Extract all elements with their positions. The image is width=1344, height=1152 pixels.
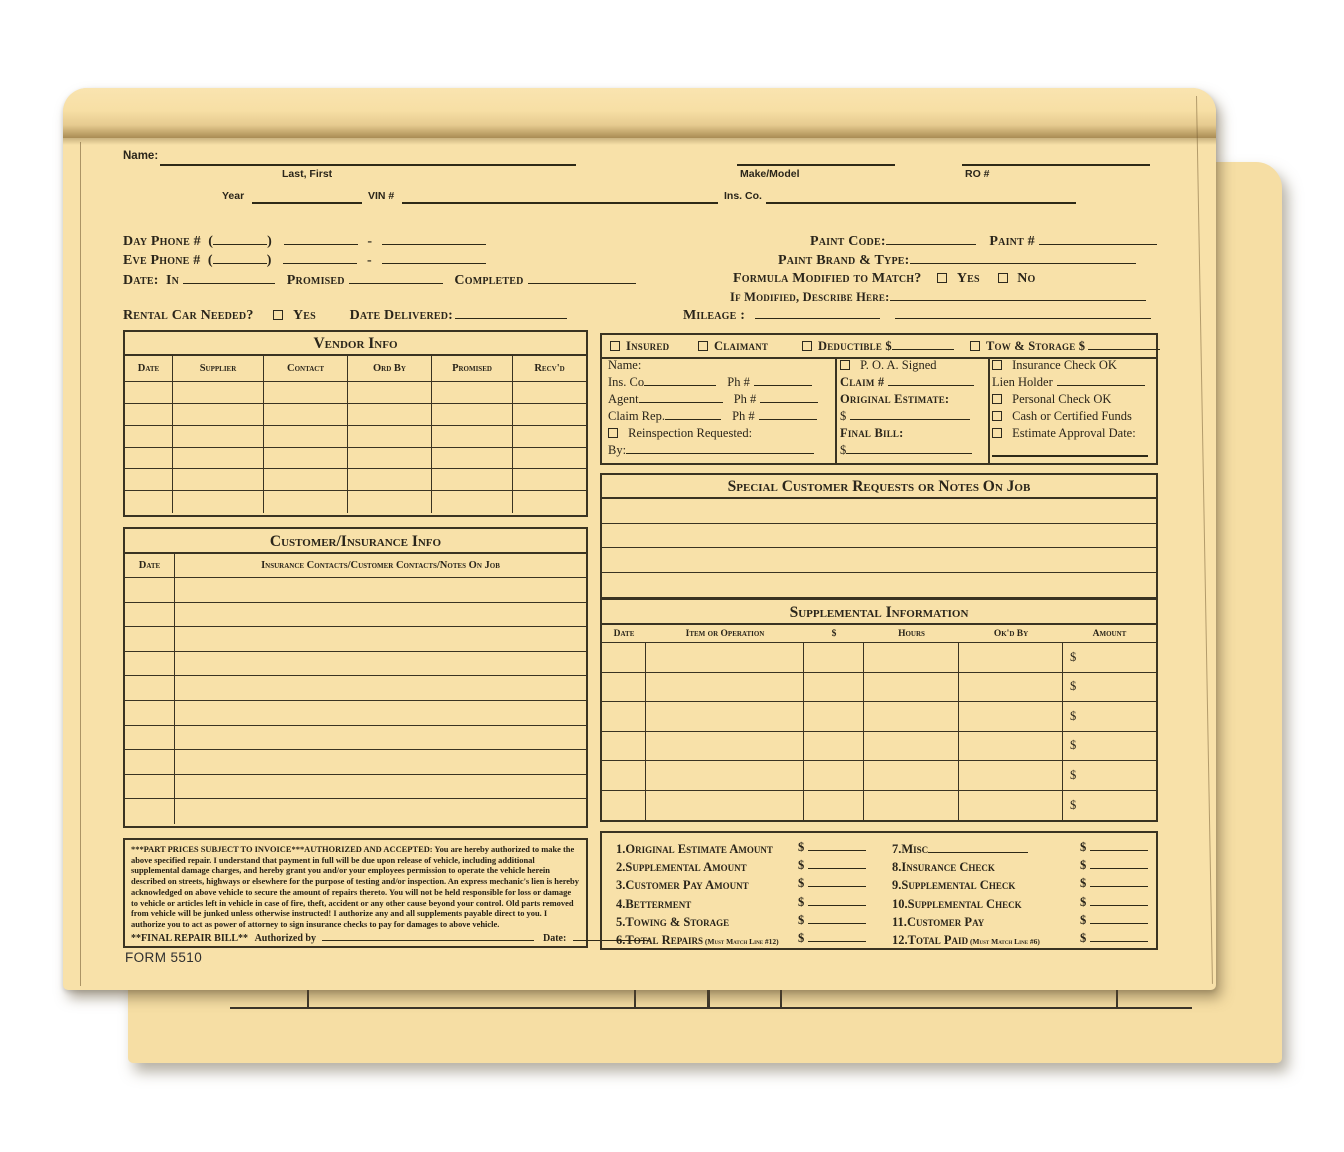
envelope-right-seam <box>1196 96 1213 984</box>
table-cell <box>264 426 348 448</box>
insurance-check-checkbox <box>992 360 1002 370</box>
claim-num-row: Claim # <box>840 375 974 389</box>
table-cell <box>125 652 175 677</box>
table-cell: $ <box>1070 797 1077 812</box>
table-cell <box>348 491 432 513</box>
insurance-divider-1 <box>835 359 837 463</box>
vin-line <box>402 202 718 204</box>
cash-checkbox <box>992 411 1002 421</box>
table-cell <box>348 469 432 491</box>
envelope-flap <box>63 88 1216 138</box>
table-cell <box>646 791 804 821</box>
table-cell <box>864 761 959 791</box>
header-cell: Insurance Contacts/Customer Contacts/Notes On Job <box>175 554 586 578</box>
table-cell <box>173 448 264 470</box>
table-cell <box>173 404 264 426</box>
header-cell: Supplier <box>173 356 264 382</box>
table-cell <box>432 426 513 448</box>
supplemental-header-cell: Date <box>613 628 635 639</box>
header-cell: Date <box>125 356 173 382</box>
table-cell <box>125 426 173 448</box>
formula-no-checkbox <box>998 273 1008 283</box>
special-request-row <box>602 499 1156 524</box>
table-cell <box>602 732 646 762</box>
make-model-line <box>737 164 895 166</box>
table-cell: $ <box>1063 702 1156 732</box>
supplemental-title: Supplemental Information <box>602 600 1156 625</box>
ro-label: RO # <box>965 168 990 180</box>
table-cell <box>602 643 646 673</box>
table-cell <box>125 603 175 628</box>
table-cell <box>864 702 959 732</box>
ins-co-label: Ins. Co. <box>724 190 762 202</box>
lien-holder-row: Lien Holder <box>992 375 1145 389</box>
table-cell: $ <box>1063 761 1156 791</box>
table-cell <box>602 791 646 821</box>
special-requests-box <box>600 473 1158 599</box>
final-bill-label: Final Bill: <box>840 426 904 440</box>
back-form-tick <box>1116 990 1118 1008</box>
tow-storage-checkbox <box>970 341 980 351</box>
formula-row: Formula Modified to Match? Yes No <box>733 271 1036 286</box>
table-cell <box>125 578 175 603</box>
totals-amount: $ <box>1080 913 1148 927</box>
header-cell: Contact <box>264 356 348 382</box>
poa-row: P. O. A. Signed <box>840 358 937 372</box>
table-cell <box>864 673 959 703</box>
supplemental-header-row <box>602 625 1156 643</box>
name-line <box>160 164 576 166</box>
year-label: Year <box>222 190 245 202</box>
insurance-divider-2 <box>988 359 990 463</box>
table-cell <box>173 469 264 491</box>
table-cell <box>646 643 804 673</box>
totals-amount: $ <box>798 876 866 890</box>
table-cell <box>864 791 959 821</box>
estimate-approval-line <box>992 455 1148 457</box>
ro-line <box>962 164 1150 166</box>
totals-row: 8.Insurance Check <box>892 860 995 875</box>
totals-row: 12.Total Paid (Must Match Line #6) <box>892 933 1040 947</box>
table-cell <box>513 426 586 448</box>
table-cell <box>175 701 586 726</box>
personal-check-row: Personal Check OK <box>992 392 1111 406</box>
totals-amount: $ <box>798 931 866 945</box>
supplemental-header-cell: Hours <box>898 628 925 639</box>
table-cell <box>264 491 348 513</box>
table-cell <box>959 643 1063 673</box>
date-row: Date: In Promised Completed <box>123 271 636 289</box>
totals-amount: $ <box>1080 895 1148 909</box>
paint-brand-row: Paint Brand & Type: <box>778 251 1136 269</box>
table-cell <box>264 404 348 426</box>
totals-row: 4.Betterment <box>616 896 692 911</box>
table-cell <box>959 791 1063 821</box>
table-cell <box>125 448 173 470</box>
rental-yes-checkbox <box>273 310 283 320</box>
name-sub-label: Last, First <box>282 168 333 180</box>
table-cell <box>646 761 804 791</box>
special-requests-title: Special Customer Requests or Notes On Job <box>602 475 1156 499</box>
table-cell <box>173 491 264 513</box>
table-cell <box>173 382 264 404</box>
table-cell <box>432 382 513 404</box>
cash-row: Cash or Certified Funds <box>992 409 1132 423</box>
eve-phone-row: Eve Phone # ( ) - <box>123 251 486 269</box>
table-cell <box>804 732 864 762</box>
insured-checkbox <box>610 341 620 351</box>
supplemental-box <box>600 598 1158 822</box>
table-cell <box>125 491 173 513</box>
ins-claim-rep-row: Claim Rep. Ph # <box>608 409 817 423</box>
table-cell <box>804 761 864 791</box>
table-cell <box>348 382 432 404</box>
table-cell <box>125 701 175 726</box>
table-cell: $ <box>1063 732 1156 762</box>
table-cell <box>959 702 1063 732</box>
table-cell <box>175 578 586 603</box>
table-cell <box>175 627 586 652</box>
table-cell <box>959 761 1063 791</box>
table-cell <box>513 404 586 426</box>
estimate-approval-row: Estimate Approval Date: <box>992 426 1136 440</box>
personal-check-checkbox <box>992 394 1002 404</box>
totals-row: 5.Towing & Storage <box>616 914 730 929</box>
vendor-info-box <box>123 330 588 517</box>
table-cell <box>513 469 586 491</box>
back-form-line <box>230 1007 1192 1009</box>
table-cell: $ <box>1063 643 1156 673</box>
table-cell: $ <box>1063 673 1156 703</box>
insurance-checkbox-row: Insured Claimant Deductible $ Tow & Storage $ <box>602 335 1156 359</box>
supplemental-header-cell: Ok'd By <box>993 628 1029 639</box>
rental-row: Rental Car Needed? Yes Date Delivered: <box>123 306 567 324</box>
customer-info-box <box>123 527 588 828</box>
table-cell <box>602 702 646 732</box>
table-cell <box>959 732 1063 762</box>
table-cell <box>175 676 586 701</box>
table-cell <box>125 775 175 800</box>
table-cell <box>125 404 173 426</box>
ins-co-row: Ins. Co Ph # <box>608 375 812 389</box>
totals-amount: $ <box>1080 931 1148 945</box>
poa-checkbox <box>840 360 850 370</box>
name-label: Name: <box>123 150 159 162</box>
original-estimate-amount-row: $ <box>840 409 970 423</box>
totals-amount: $ <box>798 895 866 909</box>
ins-by-row: By: <box>608 443 814 457</box>
table-cell <box>804 791 864 821</box>
customer-info-title: Customer/Insurance Info <box>125 529 586 554</box>
table-cell <box>513 491 586 513</box>
totals-row: 10.Supplemental Check <box>892 896 1022 911</box>
ins-reinspection-row: Reinspection Requested: <box>608 426 752 440</box>
estimate-approval-checkbox <box>992 428 1002 438</box>
table-cell <box>959 673 1063 703</box>
make-model-label: Make/Model <box>740 168 800 180</box>
ins-name-label: Name: <box>608 358 642 372</box>
totals-box <box>600 831 1158 950</box>
table-cell <box>125 382 173 404</box>
special-request-row <box>602 573 1156 598</box>
table-cell <box>804 643 864 673</box>
table-cell <box>864 732 959 762</box>
table-cell <box>264 382 348 404</box>
totals-amount: $ <box>798 913 866 927</box>
table-cell <box>602 673 646 703</box>
table-cell <box>175 750 586 775</box>
totals-rows <box>602 833 1156 948</box>
special-requests-rows <box>602 499 1156 597</box>
table-cell <box>513 382 586 404</box>
table-cell <box>348 426 432 448</box>
table-cell <box>125 676 175 701</box>
year-line <box>252 202 362 204</box>
table-cell <box>646 732 804 762</box>
table-cell <box>264 469 348 491</box>
table-cell <box>432 404 513 426</box>
back-form-tick <box>634 990 636 1008</box>
table-cell <box>125 726 175 751</box>
vin-label: VIN # <box>368 190 395 202</box>
table-cell <box>804 673 864 703</box>
claimant-checkbox <box>698 341 708 351</box>
header-cell: Promised <box>432 356 513 382</box>
special-request-row <box>602 524 1156 549</box>
totals-row: 2.Supplemental Amount <box>616 860 747 875</box>
formula-yes-checkbox <box>937 273 947 283</box>
special-request-row <box>602 548 1156 573</box>
table-cell <box>173 426 264 448</box>
table-cell <box>646 673 804 703</box>
header-cell: Ord By <box>348 356 432 382</box>
totals-amount: $ <box>1080 876 1148 890</box>
ins-agent-row: Agent Ph # <box>608 392 818 406</box>
totals-amount: $ <box>798 840 866 854</box>
reinspection-checkbox <box>608 428 618 438</box>
table-cell <box>432 491 513 513</box>
table-cell <box>125 627 175 652</box>
table-cell <box>125 750 175 775</box>
table-cell <box>432 448 513 470</box>
supplemental-header-cell: $ <box>831 628 837 639</box>
table-cell <box>602 761 646 791</box>
totals-row: 6.Total Repairs (Must Match Line #12) <box>616 933 779 947</box>
table-cell <box>264 448 348 470</box>
table-cell <box>513 448 586 470</box>
table-cell <box>125 469 173 491</box>
header-cell: Date <box>125 554 175 578</box>
table-cell <box>175 652 586 677</box>
if-modified-row: If Modified, Describe Here: <box>730 290 1146 304</box>
insurance-check-row: Insurance Check OK <box>992 358 1117 372</box>
back-form-tick <box>780 990 782 1008</box>
table-cell <box>175 775 586 800</box>
form-number: FORM 5510 <box>125 950 203 965</box>
envelope-left-seam <box>80 142 81 986</box>
supplemental-header-cell: Item or Operation <box>685 628 765 639</box>
totals-row: 11.Customer Pay <box>892 914 985 929</box>
paint-code-row: Paint Code: Paint # <box>810 232 1157 250</box>
deductible-checkbox <box>802 341 812 351</box>
totals-row: 9.Supplemental Check <box>892 878 1016 893</box>
table-cell <box>432 469 513 491</box>
header-cell: Recv'd <box>513 356 586 382</box>
day-phone-row: Day Phone # ( ) - <box>123 232 486 250</box>
table-cell <box>348 404 432 426</box>
original-estimate-label: Original Estimate: <box>840 392 950 406</box>
totals-amount: $ <box>1080 858 1148 872</box>
ins-co-line <box>766 202 1076 204</box>
vendor-info-title: Vendor Info <box>125 332 586 356</box>
back-form-tick <box>707 990 710 1008</box>
table-cell <box>804 702 864 732</box>
totals-row: 7.Misc <box>892 840 1028 858</box>
totals-row: 3.Customer Pay Amount <box>616 878 749 893</box>
final-repair-bill-row: **FINAL REPAIR BILL** Authorized by Date: <box>131 930 649 945</box>
table-cell <box>646 702 804 732</box>
table-cell <box>175 799 586 824</box>
authorization-box <box>123 838 588 948</box>
table-cell <box>175 603 586 628</box>
table-cell <box>864 643 959 673</box>
totals-row: 1.Original Estimate Amount <box>616 842 773 856</box>
table-cell <box>175 726 586 751</box>
table-cell <box>348 448 432 470</box>
back-form-tick <box>307 990 309 1008</box>
totals-amount: $ <box>798 858 866 872</box>
supplemental-header-cell: Amount <box>1092 628 1127 639</box>
final-bill-amount-row: $ <box>840 443 972 457</box>
customer-info-table <box>125 554 586 824</box>
legal-paragraph: ***PART PRICES SUBJECT TO INVOICE***AUTHORIZED AND ACCEPTED: You are hereby authorized to make the above specified repair. I understand that payment in full will be due upon release of vehicle, including additional supplemental damage charges, and hereby grant you and/or your employees permission to operate the vehicle herein described on streets, highways or elsewhere for the purpose of testing and/or inspection. An express mechanic's lien is hereby acknowledged on above vehicle to secure the amount of repairs thereto. You will not be held responsible for loss or damage to vehicle or articles left in vehicle in case of fire, theft, accident or any other cause beyond your control. Old parts removed from vehicle will be junked unless otherwise instructed! I authorize any and all supplements payable direct to you. I authorize you to act as power of attorney to sign insurance checks to pay for damages to above vehicle. <box>131 844 579 929</box>
totals-amount: $ <box>1080 840 1148 854</box>
mileage-row: Mileage : <box>683 306 1151 324</box>
table-cell <box>125 799 175 824</box>
supplemental-table <box>602 643 1156 820</box>
vendor-info-table <box>125 356 586 513</box>
